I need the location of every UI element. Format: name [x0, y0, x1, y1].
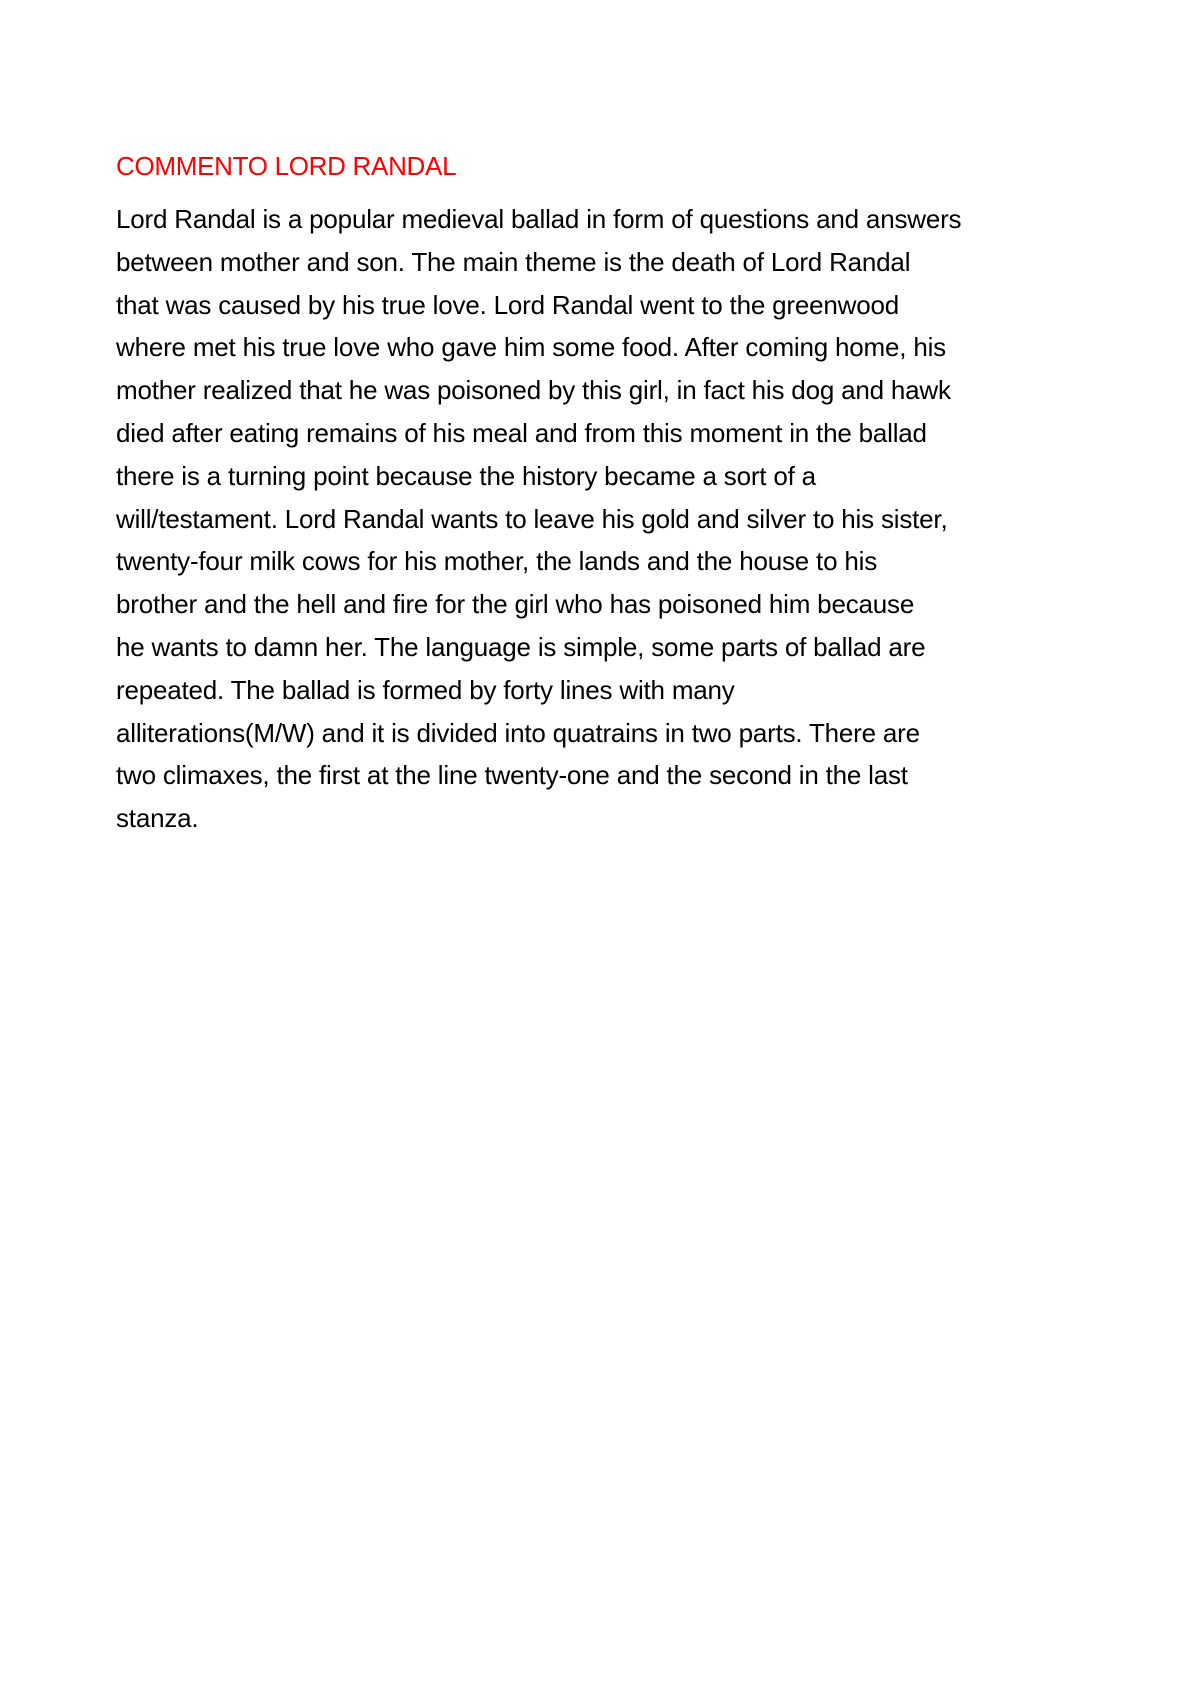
- body-text-line: that was caused by his true love. Lord Randal went to the greenwood: [116, 289, 899, 320]
- body-text-line: brother and the hell and fire for the girl who has poisoned him because: [116, 589, 915, 620]
- document-content: [116, 148, 1116, 840]
- body-text-line: there is a turning point because the history became a sort of a: [116, 460, 816, 491]
- body-text-line: where met his true love who gave him some food. After coming home, his: [116, 332, 946, 363]
- body-text-line: alliterations(M/W) and it is divided into quatrains in two parts. There are: [116, 717, 920, 748]
- body-text-line: between mother and son. The main theme is the death of Lord Randal: [116, 246, 911, 277]
- document-title: COMMENTO LORD RANDAL: [116, 151, 457, 181]
- document-body: [116, 198, 1116, 840]
- body-text-line: repeated. The ballad is formed by forty lines with many: [116, 674, 735, 705]
- body-text-line: stanza.: [116, 803, 199, 834]
- body-text-line: two climaxes, the first at the line twenty-one and the second in the last: [116, 760, 908, 791]
- body-text-line: died after eating remains of his meal and from this moment in the ballad: [116, 417, 927, 448]
- body-text-line: mother realized that he was poisoned by this girl, in fact his dog and hawk: [116, 375, 951, 406]
- body-text-line: Lord Randal is a popular medieval ballad in form of questions and answers: [116, 204, 962, 234]
- body-text-line: will/testament. Lord Randal wants to leave his gold and silver to his sister,: [116, 503, 948, 534]
- body-text-line: twenty-four milk cows for his mother, the lands and the house to his: [116, 546, 878, 577]
- body-text-line: he wants to damn her. The language is simple, some parts of ballad are: [116, 631, 926, 662]
